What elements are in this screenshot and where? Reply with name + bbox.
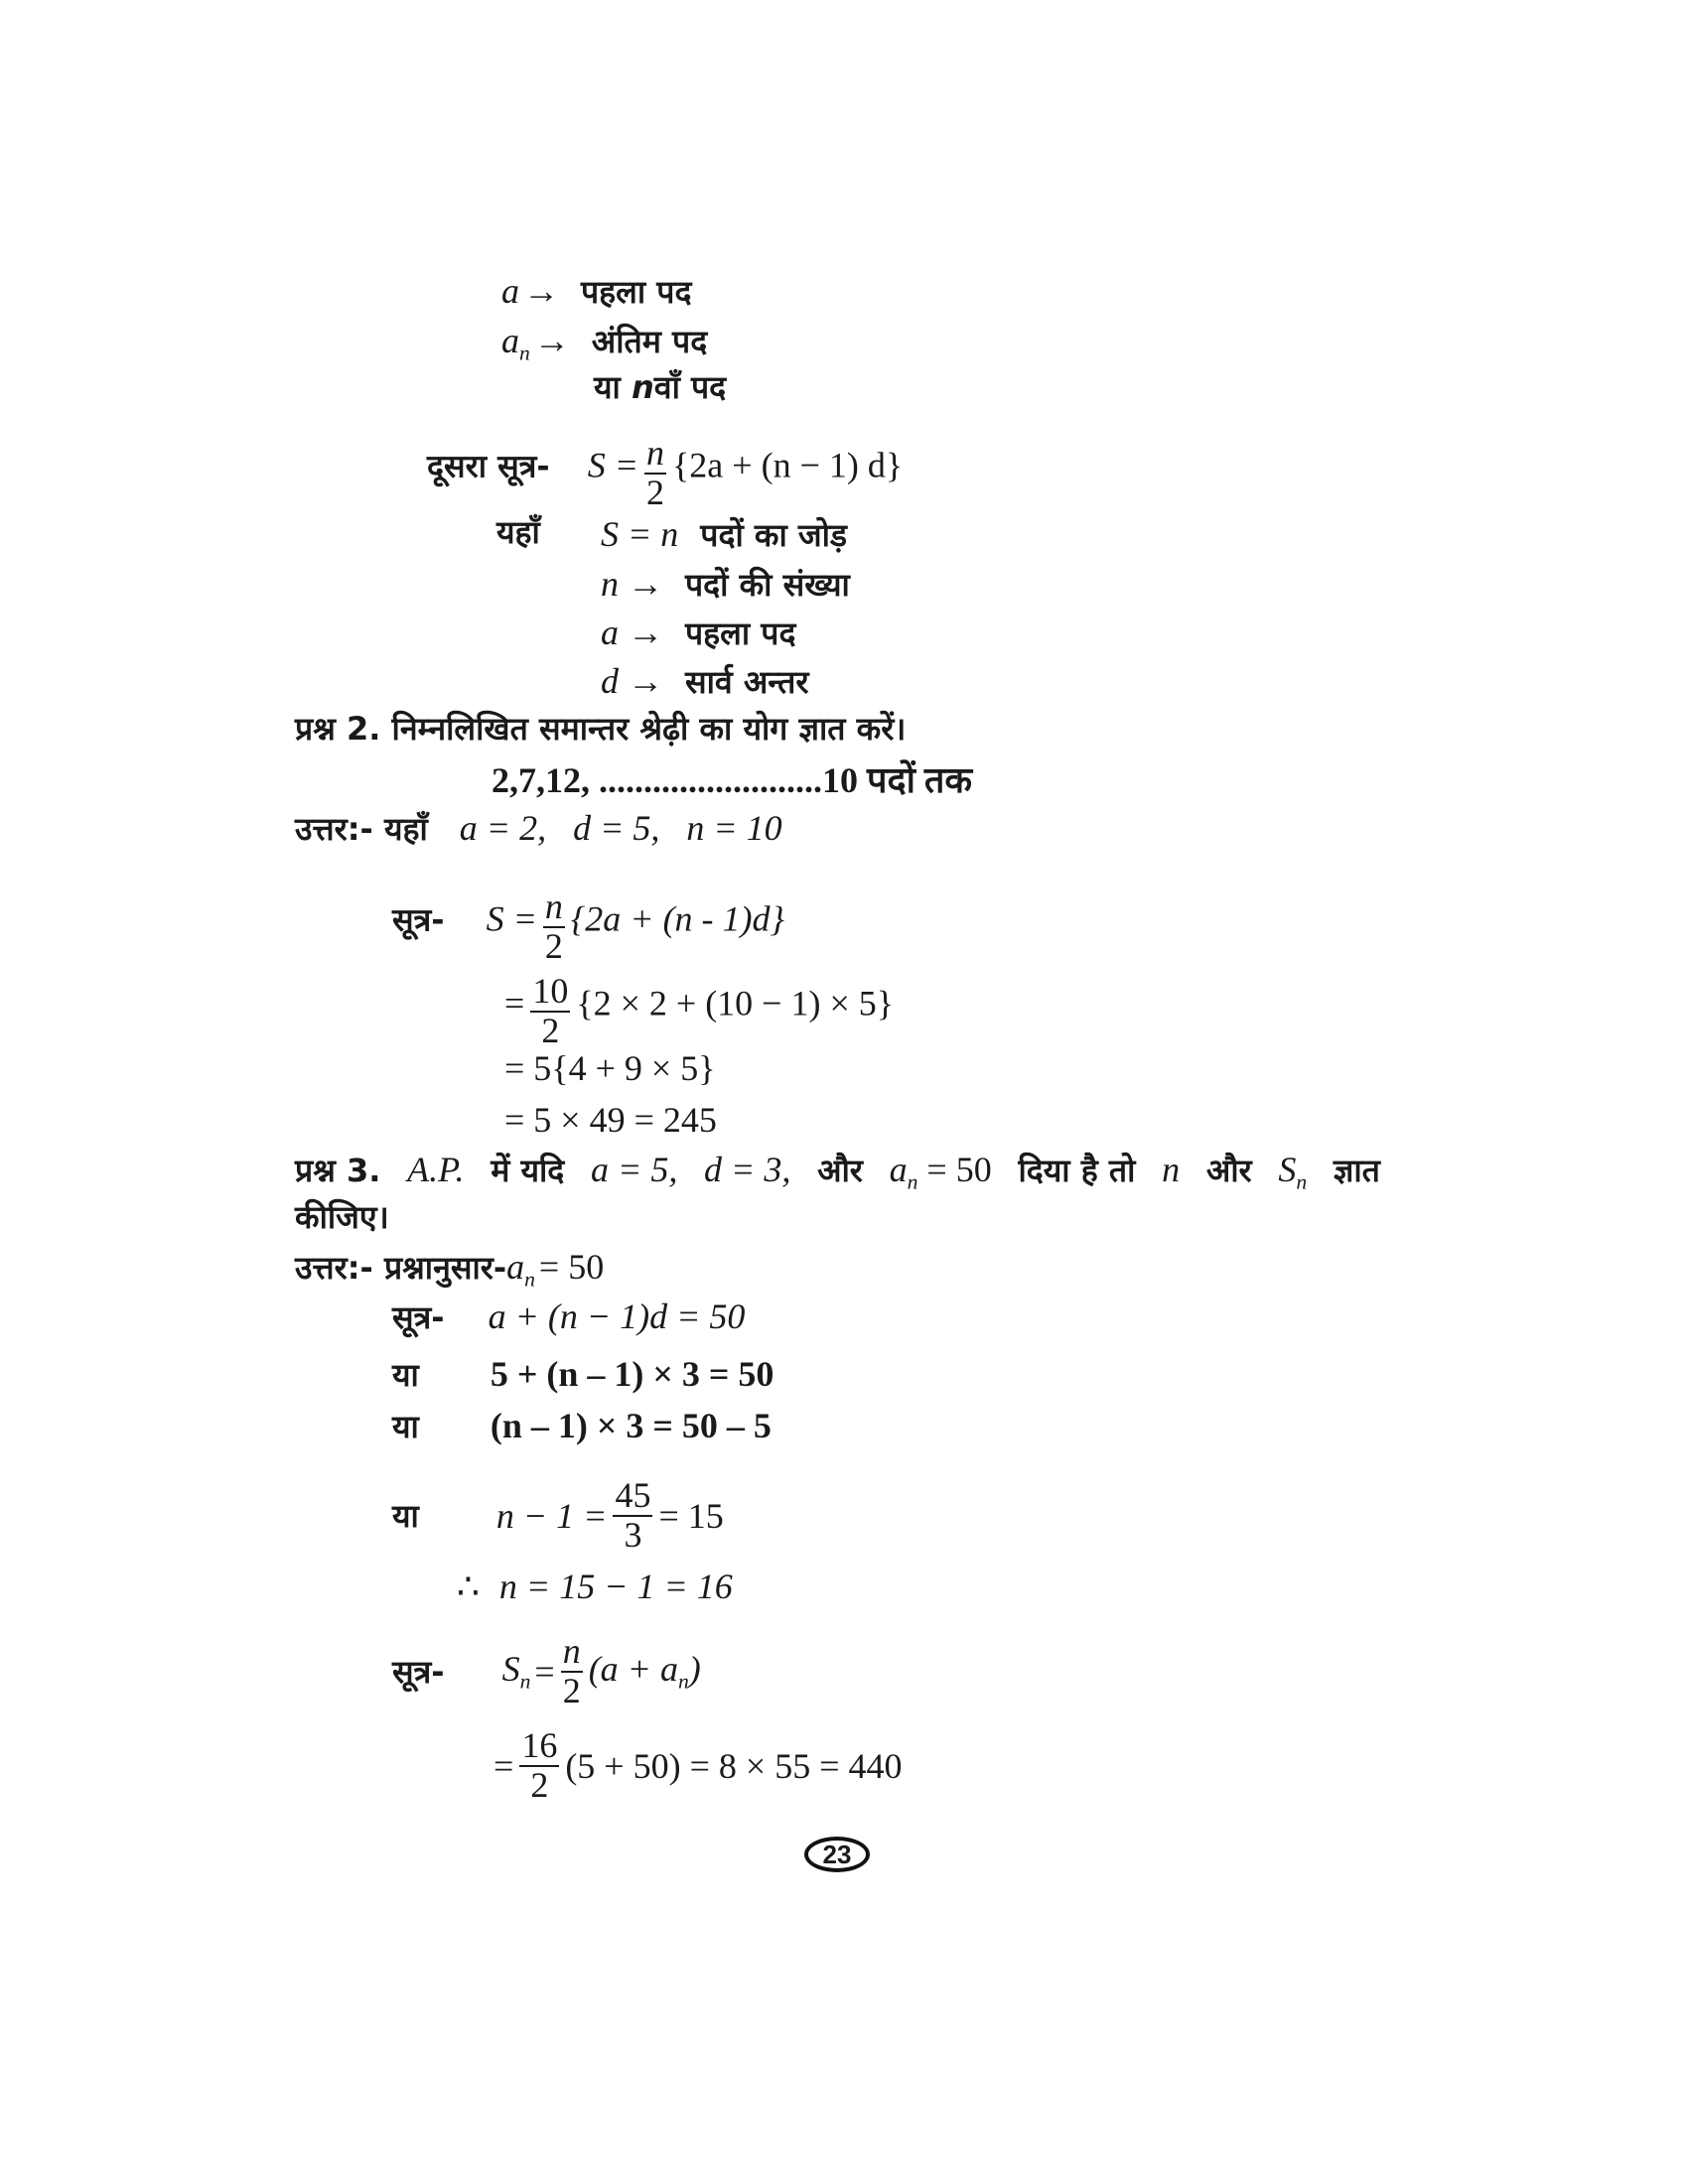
symbol: S = n [601,514,679,554]
rhs-text: (a + a [588,1648,678,1689]
step-rhs: = 15 [658,1495,724,1536]
arrow-icon: → [523,271,559,311]
definition-nth-term [594,368,727,406]
where-item-n [601,566,850,602]
definition-last-term [501,323,707,364]
symbol-an: $a_n$ [501,321,530,365]
meaning: पहला पद [685,614,796,652]
fraction [530,973,570,1050]
denominator: 2 [646,472,665,512]
answer-2-step3: = 5 × 49 = 245 [504,1100,717,1140]
fraction [613,1477,652,1555]
or-text: या [594,368,621,406]
equals: = [534,1651,555,1692]
answer-3-step3 [392,1477,724,1555]
answer-label: उत्तर:- यहाँ [295,810,428,848]
where-item-sum [601,516,847,552]
symbol-a: a [501,271,519,311]
step: 5 + (n – 1) × 3 = 50 [490,1354,774,1394]
meaning: पदों की संख्या [685,566,850,604]
answer-2-given [295,810,782,846]
question-text: ज्ञात [1333,1152,1380,1189]
where-item-d [601,663,809,699]
denominator: 2 [530,1764,549,1805]
question-text: और [817,1152,863,1189]
denominator: 2 [541,1010,560,1050]
where-item-a [601,614,795,650]
denominator: 2 [562,1670,581,1710]
fraction [519,1727,559,1805]
question-text: में यदि [491,1152,565,1189]
formula-label: सूत्र- [392,1652,445,1691]
answer-3-sum-step [493,1727,903,1805]
answer-3-step4 [457,1569,733,1604]
formula-lhs: S = [587,445,639,485]
second-formula [427,435,903,512]
question-2 [295,710,907,748]
answer-2-formula [392,888,784,966]
symbol-n: n [1162,1150,1181,1189]
answer-2-step2: = 5{4 + 9 × 5} [504,1048,716,1088]
question-text: निम्नलिखित समान्तर श्रेढ़ी का योग ज्ञात करें। [391,710,907,748]
step: (n – 1) × 3 = 50 – 5 [490,1406,772,1445]
or-label: या [392,1356,419,1394]
answer-3-sum-formula [392,1633,701,1710]
symbol: a → [601,613,663,652]
denominator: 2 [544,925,563,966]
or-label: या [392,1408,419,1445]
question-label: प्रश्न 3. [295,1152,381,1189]
symbol-sn: $S_n$ [1278,1150,1308,1194]
definition-text: पहला पद [581,273,692,311]
fraction [543,888,565,966]
meaning: सार्व अन्तर [685,663,809,701]
close-paren: ) [688,1648,701,1689]
given-a: a = 5, [591,1150,678,1189]
numerator: 16 [521,1725,558,1765]
numerator: n [562,1631,581,1671]
formula-rhs: {2a + (n - 1)d} [570,898,784,939]
answer-3-given [295,1249,604,1291]
symbol: n → [601,564,663,604]
formula-label: सूत्र- [392,1298,445,1336]
symbol: d → [601,661,663,701]
question-3-line2: कीजिए। [295,1198,389,1236]
formula-lhs: S = [486,898,537,939]
where-label: यहाँ [496,513,540,551]
step-rhs: {2 × 2 + (10 − 1) × 5} [576,983,895,1024]
therefore-icon: ∴ [457,1567,480,1606]
symbol-n: n [632,368,654,406]
given-an-value: = 50 [926,1150,992,1189]
arrow-icon: → [533,321,570,360]
question-text: और [1205,1152,1252,1189]
definition-first-term [501,273,691,309]
given-values: a = 2, d = 5, n = 10 [459,808,782,848]
denominator: 3 [624,1514,642,1555]
question-label: प्रश्न 2. [295,710,381,748]
definition-text: अंतिम पद [591,323,708,360]
given-value: = 50 [538,1247,605,1287]
formula-label: दूसरा सूत्र- [427,447,550,485]
numerator: 45 [615,1475,651,1515]
numerator: 10 [532,971,569,1011]
page-number: 23 [804,1837,870,1872]
equals: = [493,1745,514,1786]
given-d: d = 3, [704,1150,791,1189]
numerator: n [646,433,665,473]
symbol-an: $a_n$ [506,1247,535,1292]
formula-label: सूत्र- [392,900,445,939]
answer-3-step1 [392,1356,774,1392]
answer-3-formula [392,1298,745,1334]
formula: a + (n − 1)d = 50 [488,1297,746,1336]
meaning: पदों का जोड़ [700,516,848,554]
question-3 [295,1152,1380,1193]
series-text: 2,7,12, .........................10 पदों तक [492,760,973,800]
symbol-sn: $S_n$ [501,1648,531,1694]
numerator: n [544,887,563,926]
question-text: दिया है तो [1018,1152,1136,1189]
given-an: $a_n = 50$ [889,1150,992,1194]
formula-rhs: {2a + (n − 1) d} [672,445,904,485]
step: n = 15 − 1 = 16 [498,1567,733,1606]
formula-rhs: $(a + a_n)$ [588,1648,701,1694]
equals: = [504,983,525,1024]
answer-2-step1 [504,973,894,1050]
ap-text: A.P. [407,1150,465,1189]
fraction [561,1633,583,1710]
fraction [644,435,666,512]
answer-3-step2 [392,1408,772,1443]
nth-term-text: वाँ पद [653,368,727,406]
or-label: या [392,1496,419,1535]
step-lhs: n − 1 = [495,1495,608,1536]
step-rhs: (5 + 50) = 8 × 55 = 440 [565,1745,903,1786]
answer-label: उत्तर:- प्रश्नानुसार- [295,1249,507,1287]
